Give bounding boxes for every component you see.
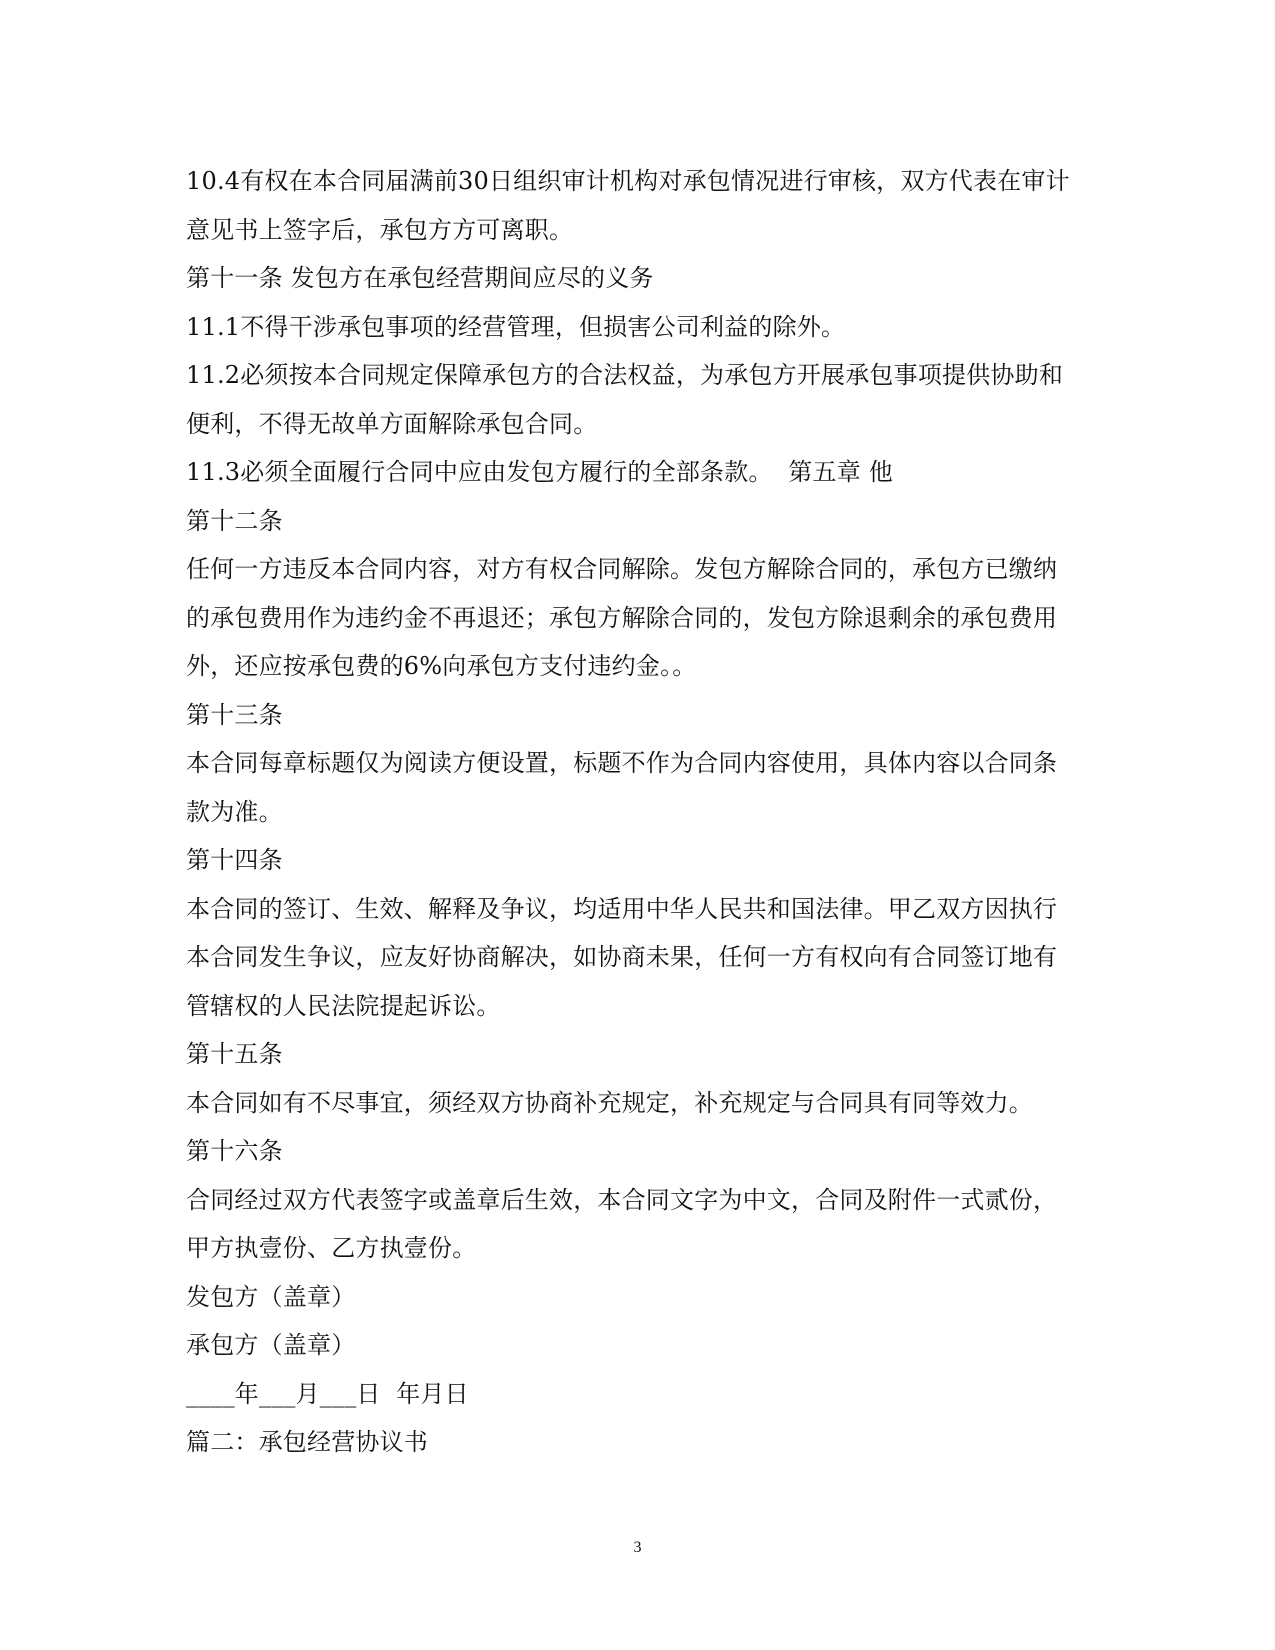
- clause-11-1: 11.1不得干涉承包事项的经营管理，但损害公司利益的除外。: [186, 312, 846, 341]
- page-number: 3: [633, 1539, 642, 1556]
- article-16-text-line-2: 甲方执壹份、乙方执壹份。: [186, 1234, 477, 1262]
- article-16-heading: 第十六条: [186, 1137, 283, 1165]
- article-13-text-line-1: 本合同每章标题仅为阅读方便设置，标题不作为合同内容使用，具体内容以合同条: [186, 749, 1058, 777]
- article-14-text-line-2: 本合同发生争议，应友好协商解决，如协商未果，任何一方有权向有合同签订地有: [186, 943, 1058, 971]
- contractee-seal-label: 承包方（盖章）: [186, 1331, 356, 1359]
- article-12-text-line-1: 任何一方违反本合同内容，对方有权合同解除。发包方解除合同的，承包方已缴纳: [186, 555, 1058, 583]
- article-16-text-line-1: 合同经过双方代表签字或盖章后生效，本合同文字为中文，合同及附件一式贰份，: [186, 1185, 1058, 1214]
- article-14-text-line-1: 本合同的签订、生效、解释及争议，均适用中华人民共和国法律。甲乙双方因执行: [186, 894, 1058, 923]
- clause-11-2-line-2: 便利，不得无故单方面解除承包合同。: [186, 409, 598, 438]
- article-13-heading: 第十三条: [186, 700, 283, 729]
- article-12-text-line-2: 的承包费用作为违约金不再退还；承包方解除合同的，发包方除退剩余的承包费用: [186, 603, 1058, 632]
- article-12-heading: 第十二条: [186, 506, 283, 535]
- article-15-heading: 第十五条: [186, 1040, 283, 1068]
- clause-10-4-line-2: 意见书上签字后，承包方方可离职。: [186, 215, 574, 244]
- clause-10-4-line-1: 10.4有权在本合同届满前30日组织审计机构对承包情况进行审核，双方代表在审计: [186, 167, 1070, 195]
- article-14-text-line-3: 管辖权的人民法院提起诉讼。: [186, 991, 501, 1020]
- article-13-text-line-2: 款为准。: [186, 797, 283, 826]
- document-body: [186, 157, 1086, 1467]
- article-15-text: 本合同如有不尽事宜，须经双方协商补充规定，补充规定与合同具有同等效力。: [186, 1088, 1033, 1117]
- clause-11-3: 11.3必须全面履行合同中应由发包方履行的全部条款。 第五章 他: [186, 458, 893, 486]
- article-11-heading: 第十一条 发包方在承包经营期间应尽的义务: [186, 264, 654, 292]
- contractor-seal-label: 发包方（盖章）: [186, 1282, 356, 1311]
- article-14-heading: 第十四条: [186, 846, 283, 874]
- clause-11-2-line-1: 11.2必须按本合同规定保障承包方的合法权益，为承包方开展承包事项提供协助和: [186, 361, 1064, 389]
- date-line: ____年___月___日 年月日: [186, 1379, 469, 1408]
- section-two-title: 篇二：承包经营协议书: [186, 1428, 428, 1456]
- article-12-text-line-3: 外，还应按承包费的6%向承包方支付违约金。。: [186, 652, 697, 680]
